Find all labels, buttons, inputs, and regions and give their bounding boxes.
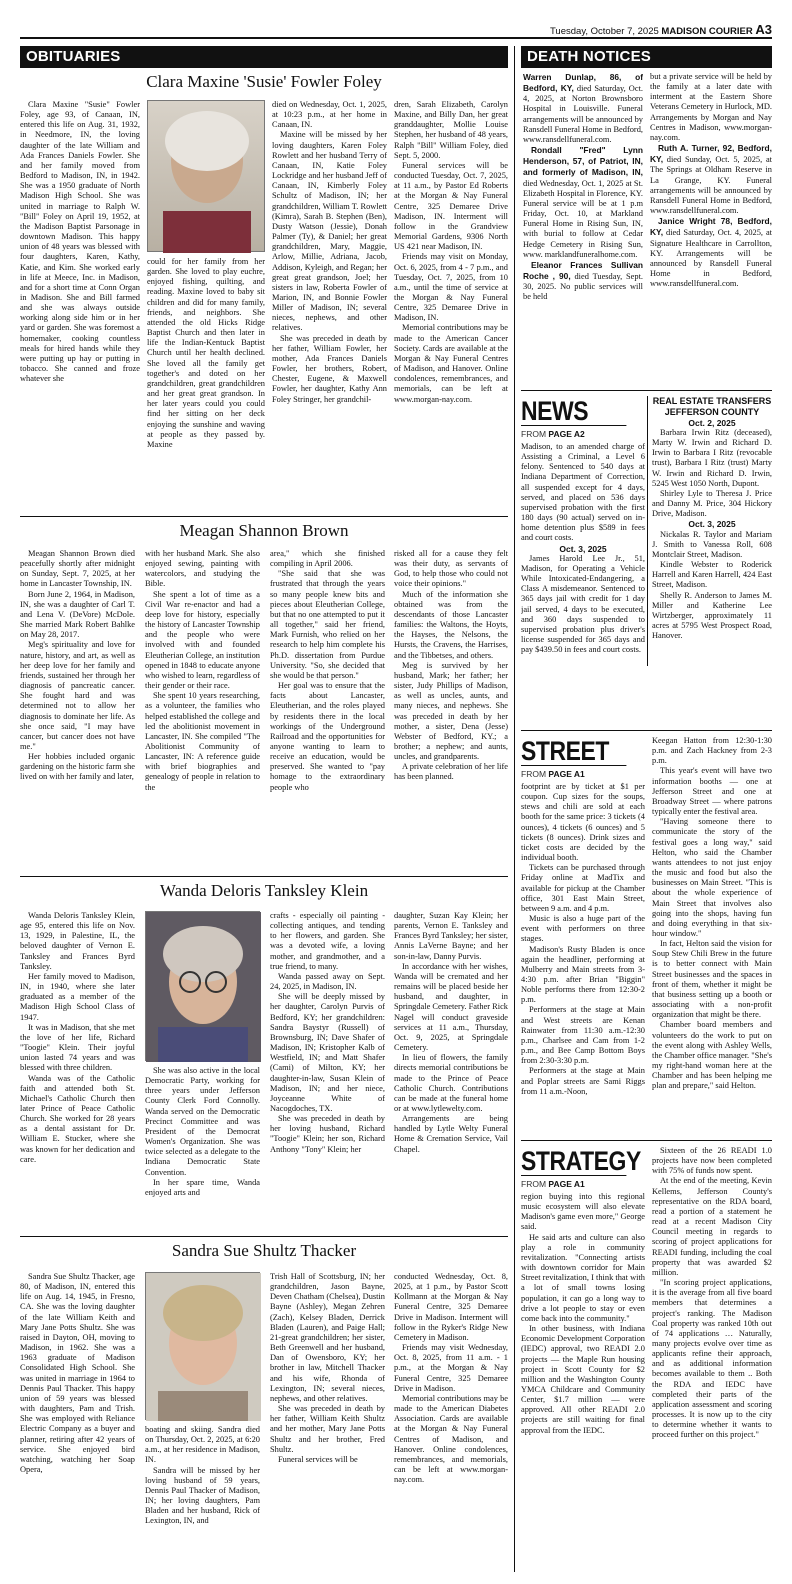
obit-klein-col4: daughter, Suzan Kay Klein; her parents, Vernon E. Tanksley and Frances Byrd Tanksley; her sister, Annis LaVerne Bayne; and her son-in-law, Danny Purvis. In accordance with her wishes, Wanda will be cremated and her remains will be placed beside her husband, and daughter, in Springdale Cemetery. Father Rick Nagel will conduct graveside services at 11 a.m., Thursday, Oct. 9, 2025, at Springdale Cemetery. In lieu of flowers, the family directs memorial contributions be made to the Prince of Peace Catholic Church. Contributions can be made at the funeral home or at www.lytlewelty.com. Arrangements are being handled by Lytle Welty Funeral Home & Cremation Service, Vail Chapel. — [394, 911, 508, 1154]
obit-brown-col2: with her husband Mark. She also enjoyed sewing, painting with watercolors, and studying the Bible. She spent a lot of time as a Civil War re-enactor and had a deep love for history, especially the history of Lancaster Township and the people who were involved with and founded Eleutherian College, an institution opened in 1848 to educate anyone who wished to learn, regardless of their gender or their race. She spent 10 years researching, as a volunteer, the families who helped established the college and led the abolitionist movement in Lancaster, IN. She compiled "The Abolitionist Community of Lancaster, IN: A reference guide with brief biographies and genealogy of people in relation to the — [145, 549, 260, 792]
real-estate-section: REAL ESTATE TRANSFERS JEFFERSON COUNTY Oct. 2, 2025 Barbara Irwin Ritz (deceased), Marty W. Irwin and Richard D. Irwin to Barbara I Ritz (revocable trust), Barbara I Ritz (trust) Marty W. Irwin and Richard D. Irwin, 5245 West 1050 North, Dupont. Shirley Lyle to Theresa J. Price and Danny M. Price, 304 Hickory Drive, Madison. Oct. 3, 2025 Nickalas R. Taylor and Mariam J. Smith to Vanessa Roll, 608 Montclair Street, Madison. Kindle Webster to Roderick Harrell and Karen Harrell, 424 East Street, Madison. Shelly R. Anderson to James M. Miller and Katherine Lee Wirtzberger, approximately 11 acres at 5795 West Prospect Road, Hanover. — [652, 396, 772, 641]
header-rule — [20, 37, 772, 39]
street-col2: Keegan Hatton from 12:30-1:30 p.m. and Zach Hackney from 2-3 p.m. This year's event will have two information booths — one at Jefferson Street and one at Broadway Street — where patrons typically enter the festival area. "Having someone there to communicate the story of the festival goes a long way," said Helton, who said the Chamber wants attendees to not just enjoy the music and food but also the businesses on Main Street. "This is about the whole experience of Main Street that involves also going into the shops, having fun and doing everything in that six-hour window." In fact, Helton said the vision for Soup Stew Chili Brew in the future is to better connect with Main Street businesses and the spaces in front of them, whether it might be that business setting up a booth or associating with a non-profit organization that might be there. Chamber board members and volunteers do the work to put on the event along with Ashley Wells, the Chamber office manager. "She's my right-hand woman here at the Chamber and has been helping me plan and prepare," said Helton. — [652, 736, 772, 1091]
obit-thacker-col3: Trish Hall of Scottsburg, IN; her grandchildren, Jason Bayne, Deven Chatham (Chelsea), Dustin Bayne (Ashley), Megan Zehren (Zach), Kelsey Bladen, Derrick Bladen (Lauren), and Paige Hall; 21-great grandchildren; her sister, Beth Greenwell and her husband, Dan of Owensboro, KY; her brother in law, Mitchell Thacker and his wife, Rhonda of Lexington, IN; several nieces, nephews, and other relatives. She was preceded in death by her father, William Keith Shultz and her mother, Mary Jane Potts Shultz and her brother, Fred Shultz. Funeral services will be — [270, 1272, 385, 1464]
obit-title-klein: Wanda Deloris Tanksley Klein — [159, 881, 369, 900]
photo-klein — [145, 911, 260, 1061]
obit-klein-col1: Wanda Deloris Tanksley Klein, age 95, entered this life on Nov. 13, 1929, in Palestine, IL, the beloved daughter of Vernon E. Tanksley and Frances Byrd Tanksley. Her family moved to Madison, IN, in 1940, where she later graduated as a member of the Madison High School Class of 1947. It was in Madison, that she met the love of her life, Richard "Toogie" Klein. Their joyful union lasted 74 years and was blessed with three children. Wanda was of the Catholic faith and attended both St. Michael's Catholic Church then later Prince of Peace Catholic Church. She worked for 28 years as a dental assistant for Dr. William E. Stucker, where she was known for her dedication and care. — [20, 911, 135, 1164]
obit-klein-col3: crafts - especially oil painting - collecting antiques, and tending to her flowers, and garden. She was a devoted wife, a loving mother, and grandmother, and a true friend, to many. Wanda passed away on Sept. 24, 2025, in Madison, IN. She will be deeply missed by her daughter, Carolyn Purvis of Bedford, KY; her grandchildren: Sandra Baystyr (Russell) of Brownsburg, IN; Dave Shafer of Madison, IN; Kristopher Kalb of Westfield, IN; and Matt Shafer (Cami) of Milton, KY; her daughter-in-law, Susan Klein of Madison, IN; and her niece, Joyceanne White of Nacogdoches, TX. She was preceded in death by her loving husband, Richard "Toogie" Klein; her son, Richard Anthony "Tony" Klein; her — [270, 911, 385, 1154]
obit-foley-col1: Clara Maxine "Susie" Fowler Foley, age 93, of Canaan, IN, entered this life on Aug. 31, 1932, in Needmore, IN, the loving daughter of the late William and Ada Frances Daniels Fowler. She and her family moved from Bedford to Madison, IN, in 1942. She was a 1950 graduate of North Madison High School. She was united in marriage to Ralph W. "Bill" Foley on April 19, 1952, at the Madison Baptist Parsonage in downtown Madison. This happy union of 48 years was blessed with four daughters, Karen, Kathy, Katie, and Kim. She worked early in life at Meece, Inc. in Madison, and for a short time at Conn Organ in Madison. She and Bill farmed and she was always outside working along side him or in her yard or garden. She was foremost a homemaker, cooking countless meals for hired hands while they were putting up hay or putting in tobacco. She canned and froze whatever she — [20, 100, 140, 384]
header-date: Tuesday, October 7, 2025 — [549, 26, 659, 36]
death-notices-col2: but a private service will be held by the family at a later date with interment at the Eastern Shore Veterans Cemetery in Hurlock, MD. Arrangements by Morgan and Nay Centres in Madison, www.morgan-nay.com. Ruth A. Turner, 92, Bedford, KY, died Sunday, Oct. 5, 2025, at The Springs at Oldham Reserve in La Grange, KY. Funeral arrangements will be announced by Ransdell Funeral Home in Bedford, www.ransdellfuneral.com. Janice Wright 78, Bedford, KY, died Saturday, Oct. 4, 2025, at Signature Healthcare in Carrollton, KY. Arrangements will be announced by Ransdell Funeral Home in Bedford, www.ransdellfuneral.com. — [650, 72, 772, 289]
obit-brown-col4: risked all for a cause they felt was their duty, as servants of God, to help those who could not voice their opinions." Much of the information she obtained was from the descendants of those Lancaster families: the Waltons, the Hoyts, the Hayses, the Nelsons, the Hursts, the Cravens, the Harrises, and the Tibbetses, and others. Meg is survived by her husband, Mark; her father; her sister, Judy Phillips of Madison, as well as uncles, aunts, and many nieces, and nephews. She was preceded in death by her mother, a sister, Dena (Jesse) Webster of Bedford, KY.; a brother; a nephew; and aunts, uncles, and grandparents. A private celebration of her life has been planned. — [394, 549, 508, 782]
obit-brown-col1: Meagan Shannon Brown died peacefully shortly after midnight on Sunday, Sept. 7, 2025, at her home in Lancaster Township, IN. Born June 2, 1964, in Madison, IN, she was a daughter of Carl T. and Lena V. (DeVore) McDole. She married Mark Robert Bahlke on May 28, 2017. Meg's spirituality and love for nature, history, and art, as well as her deep love for her family and friends, sustained her through her diagnosis of pancreatic cancer. She fought hard and was determined not to allow her diagnosis to dominate her life. As she once said, "I may have cancer, but cancer does not have me." Her hobbies included organic gardening on the historic farm she lived on with her family and later, — [20, 549, 135, 782]
obituaries-label: OBITUARIES — [20, 46, 508, 68]
obit-title-thacker: Sandra Sue Shultz Thacker — [171, 1241, 357, 1260]
obit-thacker-col4: conducted Wednesday, Oct. 8, 2025, at 1 p.m., by Pastor Scott Kollmann at the Morgan & Nay Funeral Centre, 325 Demaree Drive in Madison. Interment will follow in the Ryker's Ridge New Cemetery in Madison. Friends may visit Wednesday, Oct. 8, 2025, from 11 a.m. - 1 p.m., at the Morgan & Nay Funeral Centre, 325 Demaree Drive in Madison. Memorial contributions may be made to the American Diabetes Association. Cards are available at the Morgan & Nay Funeral Centres of Madison, and Hanover. Online condolences, remembrances, and memorials, can be left at www.morgan-nay.com. — [394, 1272, 508, 1485]
header-paper: MADISON COURIER — [661, 26, 753, 36]
death-notices-label: DEATH NOTICES — [521, 46, 772, 68]
death-notices-col1: Warren Dunlap, 86, of Bedford, KY, died Saturday, Oct. 4, 2025, at Norton Brownsboro Hospital in Louisville. Funeral arrangements will be announced by Ransdell Funeral Home in Bedford, www.ransdellfuneral.com. Rondall "Fred" Lynn Henderson, 57, of Patriot, IN, and formerly of Madison, IN, died Wednesday, Oct. 1, 2025 at St. Elizabeth Hospital in Florence, KY. Funeral service will be at 1 p.m Friday, Oct. 10, at Markland Funeral Home in Rising Sun, IN, with burial to follow at Cedar Hedge Cemetery in Rising Sun, www. marklandfuneralhome.com. Eleanor Frances Sullivan Roche , 90, died Tuesday, Sept. 30, 2025. No public services will be held — [523, 72, 643, 302]
obit-divider — [20, 1236, 508, 1237]
section-divider — [521, 1140, 772, 1141]
section-divider — [521, 730, 772, 731]
obit-title-brown: Meagan Shannon Brown — [179, 521, 349, 540]
obit-thacker-col1: Sandra Sue Shultz Thacker, age 80, of Madison, IN, entered this life on Aug. 14, 1945, in Fresno, CA. She was the loving daughter of the late William Keith and Mary Jane Potts Shultz. She was raised in Dayton, OH, moving to Madison, in 1962. She was a 1963 graduate of Madison Consolidated High School. She was united in marriage in 1964 to Dennis Paul Thacker. This happy union of 59 years was blessed with daughters, Pam and Trish. She was employed with Reliance Electric Company as a buyer and planner, retiring after 42 years of service. She enjoyed bird watching, watching her Soap Opera, — [20, 1272, 135, 1474]
obit-divider — [20, 516, 508, 517]
portrait-thacker-icon — [146, 1273, 261, 1421]
street-title: STREET — [521, 736, 626, 766]
obit-foley-col3: died on Wednesday, Oct. 1, 2025, at 10:23 p.m., at her home in Canaan, IN. Maxine will be missed by her loving daughters, Karen Foley Rowlett and her husband Terry of Canaan, IN, Katie Foley Lockridge and her husband Jeff of Canaan, IN, Kimberly Foley Schultz of Madison, IN; her grandchildren, William T. Rowlett (Kimra), Sarah B. Stephen (Ben), Dusty Watson (Jessie), Donah Palmer (Ty), & Daniel; her great grandchildren, Mary, Maggie, Arlow, Millie, Adriana, Jacob, Addison, Kyleigh, and Regan; her great great grandson, Joel; her sisters in law, Roberta Fowler of Marion, IN, and Bonnie Fowler Miller of Madison, IN; several nieces, nephews, and other relatives. She was preceded in death by her father, William Fowler, her mother, Ada Frances Daniels Fowler, her brothers, Robert, Chester, Eugene, & Maxwell Fowler, her daughter, Kathy Ann Foley Stringer, her grandchil- — [272, 100, 387, 404]
street-kicker: FROM PAGE A1 — [521, 769, 585, 779]
portrait-foley-icon — [148, 101, 266, 253]
photo-thacker — [145, 1272, 260, 1420]
column-separator — [647, 396, 648, 666]
header-page: A3 — [755, 22, 772, 36]
strategy-col2: Sixteen of the 26 READI 1.0 projects have now been completed with 75% of funds now spent. At the end of the meeting, Kevin Kellems, Jefferson County's representative on the RDA board, read a portion of a statement he read at a recent Madison City Council meeting in regards to scoring of project applications for READI funding, including the coal property that was awarded $2 million. "In scoring project applications, it is the average from all five board members that determines a project's ranking. The Madison Coal property was ranked 10th out of 74 applications … Naturally, many projects evolve over time as applicants refine their approach, and as additional information becomes available to them .. Both the RDA and IEDC have completed their parts of the application assessment and scoring processes. It is now up to the city to determine whether it wants to proceed further on this project." — [652, 1146, 772, 1440]
strategy-kicker: FROM PAGE A1 — [521, 1179, 585, 1189]
obit-foley-col2: could for her family from her garden. She loved to play euchre, enjoyed fishing, quilting, and reading. Maxine loved to baby sit children and did for many family, friends, and neighbors. She attended the old Hicks Ridge Baptist Church and then later in life the Indian-Kentuck Baptist Church until her health declined. She loved all the family get together's and doted on her grandchildren, great grandchildren and her great great grandson. In her later years could you could find her sitting on her deck enjoying the sunshine and waving at people as they passed by. Maxine — [147, 257, 265, 449]
strategy-title: STRATEGY — [521, 1146, 641, 1176]
column-separator — [514, 46, 515, 1572]
section-divider — [521, 390, 772, 391]
page-header — [20, 22, 772, 36]
street-section: STREET FROM PAGE A1 footprint are by ticket at $1 per coupon. Cup sizes for the soups, stews and chili are sold at each booth for the same price: 3 tickets (4 ounces), 4 tickets (6 ounces) and 5 tickets (8 ounces). Drink sizes and ticket costs are decided by the individual booth. Tickets can be purchased through Friday online at MadTix and available for pickup at the Chamber office, 301 East Main Street, between 9 a.m. and 4 p.m. Music is also a huge part of the event with performers on three stages. Madison's Rusty Bladen is once again the headliner, performing at Mulberry and Main streets from 3-4:30 p.m. after Brian "Biggin" Noble performs there from 12:30-2 p.m. Performers at the stage at Main and West streets are Kenan Rainwater from 11:30 a.m.-12:30 p.m., Charlsee and Cam from 1-2 p.m., and Bee Camp Bottom Boys from 2:30-3:30 p.m. Performers at the stage at Main and Poplar streets are Sami Riggs from 11 a.m.-Noon, — [521, 736, 645, 1096]
obit-foley-col4: dren, Sarah Elizabeth, Carolyn Maxine, and Billy Dan, her great granddaughter, Mollie Louise Stephen, her husband of 48 years, Ralph "Bill" William Foley, died Sept. 5, 2000. Funeral services will be conducted Tuesday, Oct. 7, 2025, at 11 a.m., by Pastor Ed Roberts at the Morgan & Nay Funeral Centre, 325 Demaree Drive Madison, IN. Interment will follow in the Grandview Memorial Gardens, 9306 North US 421 near Madison, IN. Friends may visit on Monday, Oct. 6, 2025, from 4 - 7 p.m., and Tuesday, Oct. 7, 2025, from 10 a.m., until the time of service at the Morgan & Nay Funeral Centre, 325 Demaree Drive in Madison, IN. Memorial contributions may be made to the American Cancer Society. Cards are available at the Morgan & Nay Funeral Centres of Madison, and Hanover. Online condolences, remembrances, and memorials, can be left at www.morgan-nay.com. — [394, 100, 508, 404]
obit-divider — [20, 876, 508, 877]
obit-brown-col3: area," which she finished compiling in April 2006. "She said that she was frustrated that through the years so many people knew bits and pieces about Eleutherian College, but that no one attempted to put it all together," said her friend, Mark Furnish, who relied on her research to help him complete his Ph.D. dissertation from Purdue University. "So, she decided that she would be that person." Her goal was to ensure that the facts about Lancaster, Eleutherian, and the roles played by residents there in the local workings of the Underground Railroad and the opportunities for anyone wanting to learn to receive an education, would be preserved. She wanted to "pay homage to the extraordinary people who — [270, 549, 385, 792]
obit-klein-col2: She was also active in the local Democratic Party, working for three years under Jefferson County Clerk Ford Connolly. Wanda served on the Democratic Precinct Committee and was President of the Democrat Women's Organization. She was twice selected as a delegate to the Indiana Democratic State Convention. In her spare time, Wanda enjoyed arts and — [145, 1066, 260, 1197]
photo-foley — [147, 100, 265, 252]
news-section: NEWS FROM PAGE A2 Madison, to an amended charge of Assisting a Criminal, a Level 6 felony. Sentenced to 540 days at Indiana Department of Correction, all suspended except for 4 days, served, and placed on 536 days supervised probation with the first 180 days (90 actual) served on in-home detention plus $589 in fees and court costs. Oct. 3, 2025 James Harold Lee Jr., 51, Madison, for Operating a Vehicle While Intoxicated-Endangering, a Class A misdemeanor. Sentenced to 365 days jail with credit for 1 day jail served, 4 days to be executed, and 360 days suspended to supervised probation plus driver's license suspended for 365 days and pay $439.50 in fees and court costs. — [521, 396, 645, 655]
portrait-klein-icon — [146, 912, 261, 1062]
news-title: NEWS — [521, 396, 626, 426]
news-kicker: FROM PAGE A2 — [521, 429, 585, 439]
strategy-section: STRATEGY FROM PAGE A1 region buying into this regional music ecosystem will also elevate Madison's game even more," George said. He said arts and culture can also play a role in community revitalization. "Connecting artists with downtown corridor for Main Street revitalization, I think that with a lot of small towns losing population, it can go a long way to drive a lot people to stay or even come back into the community." In other business, with Indiana Economic Development Corporation (IEDC) approval, two READI 2.0 projects — the Maple Run housing project in Scott County for $2 million and the Washington County YMCA Childcare and Community Center, $1.7 million — were approved. All other READI 2.0 projects are still waiting for final approval from the IEDC. — [521, 1146, 645, 1435]
obit-thacker-col2: boating and skiing. Sandra died on Thursday, Oct. 2, 2025, at 6:20 a.m., at her residence in Madison, IN. Sandra will be missed by her loving husband of 59 years, Dennis Paul Thacker of Madison, IN; her loving daughters, Pam Bladen and her husband, Rick of Lexington, IN, and — [145, 1425, 260, 1526]
obit-title-foley: Clara Maxine 'Susie' Fowler Foley — [146, 72, 382, 91]
